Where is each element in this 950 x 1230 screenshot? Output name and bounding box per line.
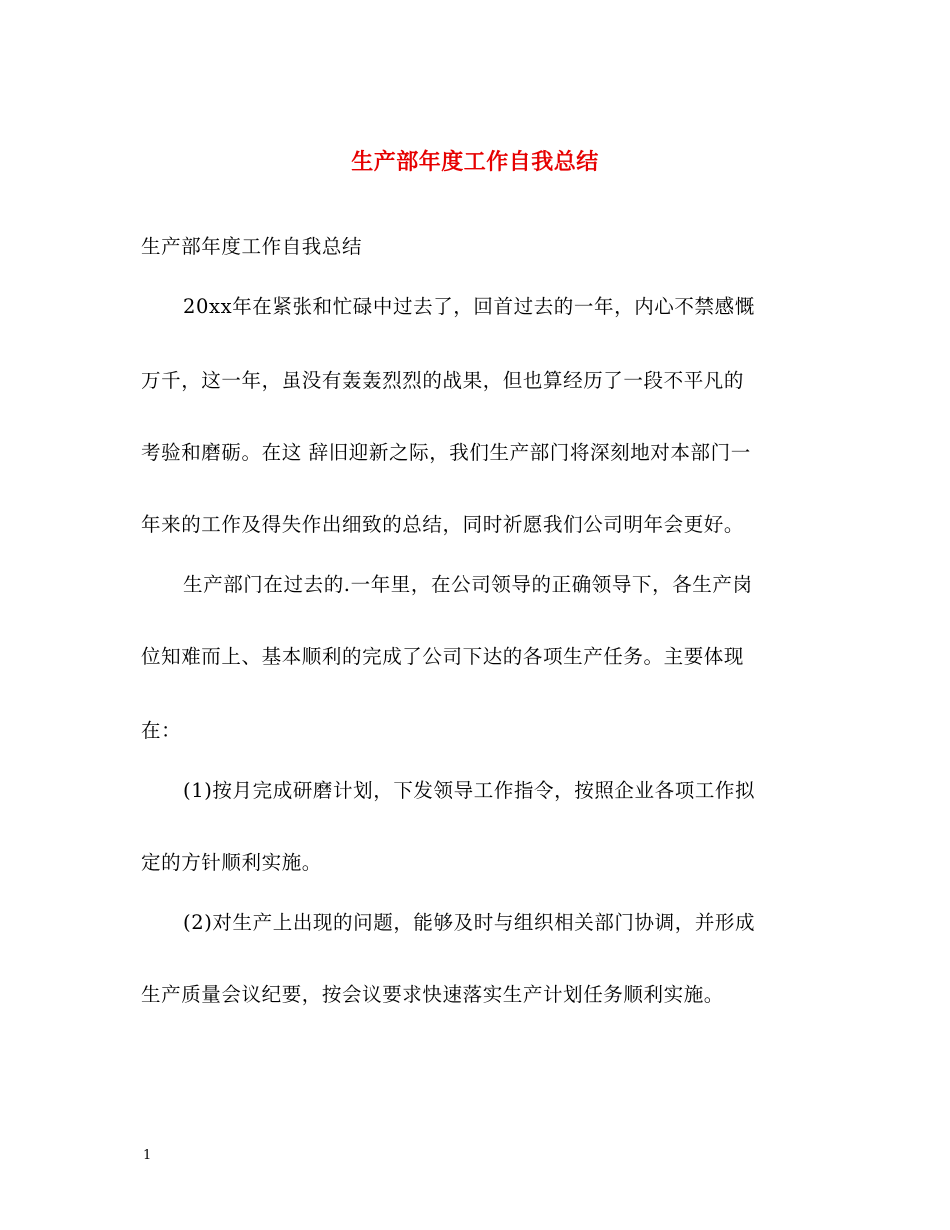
paragraph-line: 万千，这一年，虽没有轰轰烈烈的战果，但也算经历了一段不平凡的 — [141, 369, 745, 392]
list-item-line: (1)按月完成研磨计划，下发领导工作指令，按照企业各项工作拟 — [183, 779, 756, 802]
paragraph-line: 生产部门在过去的.一年里，在公司领导的正确领导下，各生产岗 — [183, 573, 753, 596]
list-item-line: (2)对生产上出现的问题，能够及时与组织相关部门协调，并形成 — [183, 911, 756, 934]
paragraph-line: 位知难而上、基本顺利的完成了公司下达的各项生产任务。主要体现 — [141, 645, 745, 668]
paragraph-line: 年来的工作及得失作出细致的总结，同时祈愿我们公司明年会更好。 — [141, 513, 745, 536]
paragraph-line: 20xx年在紧张和忙碌中过去了，回首过去的一年，内心不禁感慨 — [183, 295, 755, 318]
document-title: 生产部年度工作自我总结 — [351, 149, 599, 175]
list-item-line: 定的方针顺利实施。 — [141, 851, 322, 874]
page-number: 1 — [143, 1148, 152, 1163]
paragraph-line: 考验和磨砺。在这 辞旧迎新之际，我们生产部门将深刻地对本部门一 — [141, 441, 751, 464]
subtitle-line: 生产部年度工作自我总结 — [141, 235, 363, 258]
paragraph-line: 在： — [141, 719, 182, 742]
list-item-line: 生产质量会议纪要，按会议要求快速落实生产计划任务顺利实施。 — [141, 983, 724, 1006]
